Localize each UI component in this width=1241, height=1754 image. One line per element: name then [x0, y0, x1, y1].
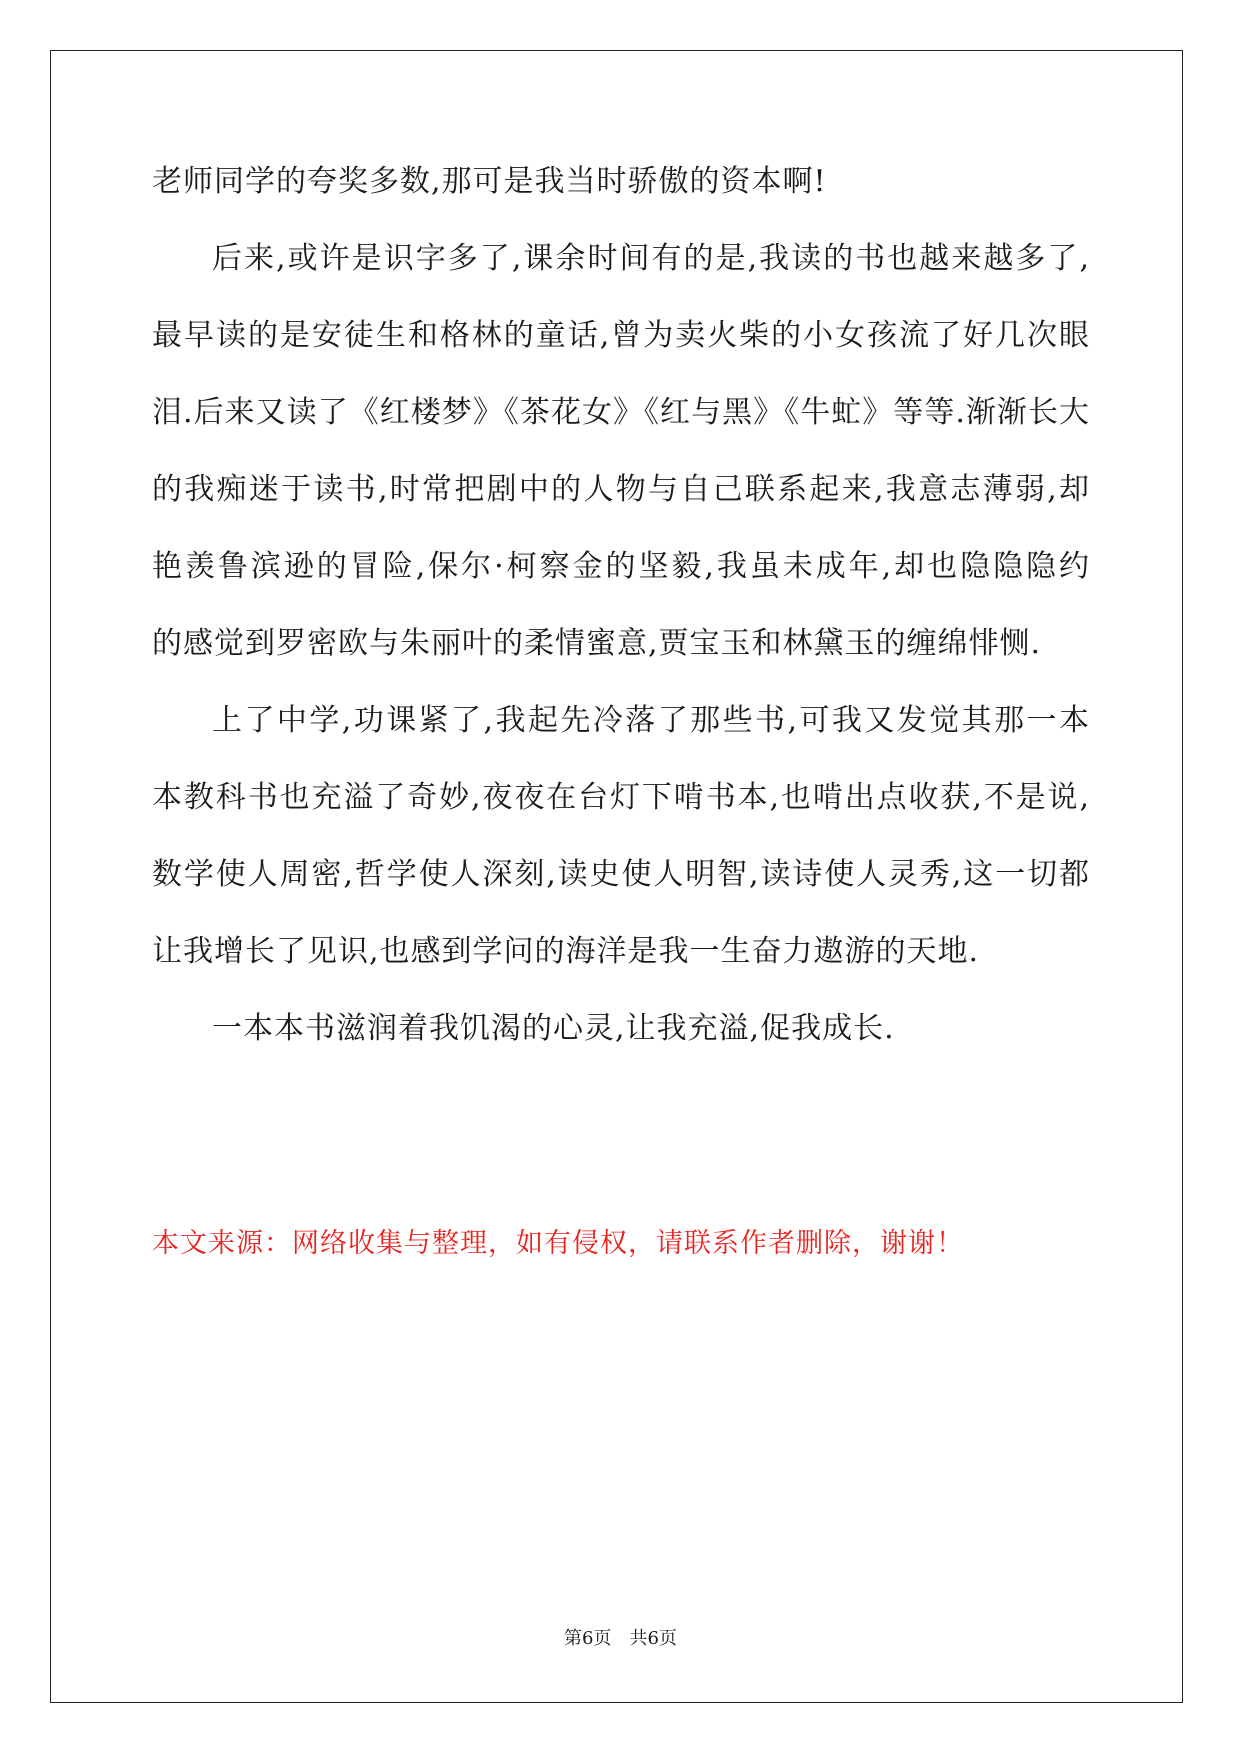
paragraph-line: 老师同学的夸奖多数,那可是我当时骄傲的资本啊! [152, 164, 827, 199]
source-note: 本文来源：网络收集与整理，如有侵权，请联系作者删除，谢谢！ [152, 1228, 964, 1259]
paragraph-line: 后来,或许是识字多了,课余时间有的是,我读的书也越来越多了, [212, 241, 1090, 276]
paragraph-line: 艳羡鲁滨逊的冒险,保尔·柯察金的坚毅,我虽未成年,却也隐隐隐约 [152, 549, 1090, 584]
paragraph-line: 的我痴迷于读书,时常把剧中的人物与自己联系起来,我意志薄弱,却 [152, 472, 1090, 507]
paragraph-line: 最早读的是安徒生和格林的童话,曾为卖火柴的小女孩流了好几次眼 [152, 318, 1090, 353]
paragraph-line: 泪.后来又读了《红楼梦》《茶花女》《红与黑》《牛虻》等等.渐渐长大 [152, 395, 1090, 430]
paragraph-line: 本教科书也充溢了奇妙,夜夜在台灯下啃书本,也啃出点收获,不是说, [152, 780, 1090, 815]
paragraph-line: 数学使人周密,哲学使人深刻,读史使人明智,读诗使人灵秀,这一切都 [152, 857, 1090, 892]
document-body [152, 162, 1090, 1086]
page-number: 第6页 共6页 [564, 1628, 677, 1649]
paragraph-line: 上了中学,功课紧了,我起先冷落了那些书,可我又发觉其那一本 [212, 703, 1090, 738]
paragraph-line: 的感觉到罗密欧与朱丽叶的柔情蜜意,贾宝玉和林黛玉的缠绵悱恻. [152, 626, 1042, 661]
paragraph-line: 让我增长了见识,也感到学问的海洋是我一生奋力遨游的天地. [152, 934, 980, 969]
paragraph-line: 一本本书滋润着我饥渴的心灵,让我充溢,促我成长. [212, 1011, 895, 1046]
